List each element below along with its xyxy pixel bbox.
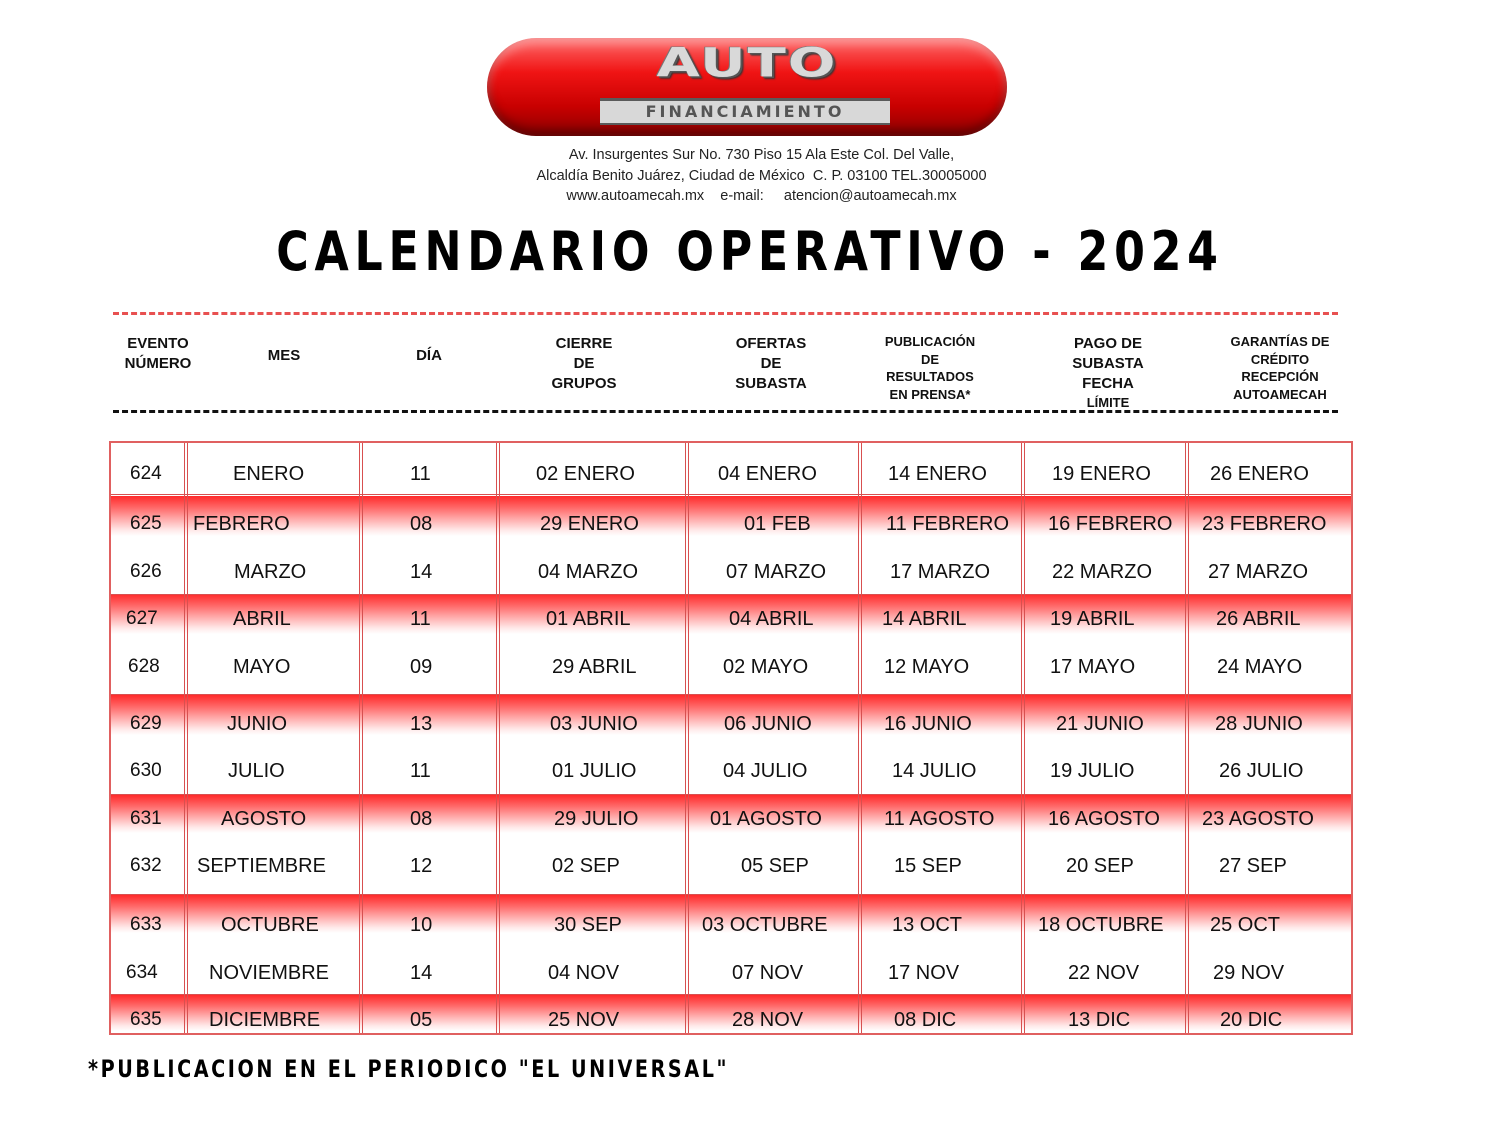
ofertas-cell: 01 FEB: [744, 513, 811, 535]
ofertas-cell: 06 JUNIO: [724, 713, 812, 735]
header-evento: EVENTO NÚMERO: [124, 335, 192, 372]
dia-cell: 13: [410, 713, 433, 735]
ofertas-cell: 28 NOV: [732, 1009, 804, 1031]
pago-cell: 22 MARZO: [1052, 561, 1153, 583]
column-divider: [496, 443, 500, 1033]
garantias-cell: 20 DIC: [1220, 1009, 1283, 1031]
pago-cell: 22 NOV: [1068, 962, 1140, 984]
publicacion-cell: 14 ABRIL: [882, 608, 967, 630]
cierre-cell: 29 ENERO: [540, 513, 639, 535]
dia-cell: 05: [410, 1009, 433, 1031]
publicacion-cell: 08 DIC: [894, 1009, 957, 1031]
logo-subtitle-band: [600, 98, 890, 125]
cierre-cell: 02 SEP: [552, 855, 620, 877]
evento-cell: 626: [130, 561, 162, 582]
ofertas-cell: 04 ABRIL: [729, 608, 814, 630]
evento-cell: 634: [126, 962, 158, 983]
ofertas-cell: 04 ENERO: [718, 463, 817, 485]
header-ofertas-de-subasta: OFERTAS DE SUBASTA: [735, 335, 807, 392]
row-divider: [111, 894, 1351, 895]
publicacion-cell: 17 NOV: [888, 962, 960, 984]
garantias-cell: 23 FEBRERO: [1202, 513, 1327, 535]
ofertas-cell: 05 SEP: [741, 855, 809, 877]
column-divider: [1021, 443, 1025, 1033]
column-divider: [685, 443, 689, 1033]
dia-cell: 14: [410, 962, 433, 984]
address-line-2: Alcaldía Benito Juárez, Ciudad de México C. P. 03100 TEL.30005000: [536, 168, 987, 184]
publicacion-cell: 14 JULIO: [892, 760, 977, 782]
cierre-cell: 30 SEP: [554, 914, 622, 936]
column-divider: [1185, 443, 1189, 1033]
garantias-cell: 28 JUNIO: [1215, 713, 1303, 735]
publicacion-cell: 15 SEP: [894, 855, 962, 877]
cierre-cell: 04 MARZO: [538, 561, 639, 583]
auto-financiamiento-logo: [487, 38, 1007, 136]
publicacion-cell: 11 FEBRERO: [886, 513, 1009, 535]
garantias-cell: 24 MAYO: [1217, 656, 1303, 678]
header-top-divider: [113, 312, 1338, 315]
mes-cell: MAYO: [233, 656, 291, 678]
ofertas-cell: 04 JULIO: [723, 760, 808, 782]
mes-cell: SEPTIEMBRE: [197, 855, 326, 877]
evento-cell: 624: [130, 463, 162, 484]
mes-cell: ENERO: [233, 463, 305, 485]
pago-cell: 13 DIC: [1068, 1009, 1131, 1031]
pago-cell: 17 MAYO: [1050, 656, 1136, 678]
garantias-cell: 25 OCT: [1210, 914, 1281, 936]
garantias-cell: 26 ABRIL: [1216, 608, 1301, 630]
ofertas-cell: 07 NOV: [732, 962, 804, 984]
header-dia: DÍA: [416, 347, 442, 364]
mes-cell: JUNIO: [227, 713, 287, 735]
column-divider: [858, 443, 862, 1033]
header-bottom-divider: [113, 410, 1338, 413]
mes-cell: OCTUBRE: [221, 914, 319, 936]
page-title: CALENDARIO OPERATIVO - 2024: [276, 220, 1224, 283]
ofertas-cell: 03 OCTUBRE: [702, 914, 828, 936]
mes-cell: ABRIL: [233, 608, 291, 630]
mes-cell: NOVIEMBRE: [209, 962, 330, 984]
dia-cell: 12: [410, 855, 433, 877]
evento-cell: 628: [128, 656, 160, 677]
ofertas-cell: 07 MARZO: [726, 561, 827, 583]
dia-cell: 08: [410, 513, 433, 535]
ofertas-cell: 02 MAYO: [723, 656, 809, 678]
pago-cell: 19 ABRIL: [1050, 608, 1135, 630]
evento-cell: 633: [130, 914, 162, 935]
logo-subtitle-text: FINANCIAMIENTO: [645, 102, 845, 121]
header-cierre-de-grupos: CIERRE DE GRUPOS: [551, 335, 617, 392]
pago-cell: 16 AGOSTO: [1048, 808, 1160, 830]
pago-cell: 19 ENERO: [1052, 463, 1151, 485]
publicacion-cell: 17 MARZO: [890, 561, 991, 583]
publicacion-cell: 16 JUNIO: [884, 713, 972, 735]
mes-cell: AGOSTO: [221, 808, 307, 830]
row-divider: [111, 594, 1351, 595]
publicacion-cell: 11 AGOSTO: [884, 808, 995, 830]
footnote: *PUBLICACION EN EL PERIODICO "EL UNIVERSAL": [88, 1055, 730, 1083]
evento-cell: 632: [130, 855, 162, 876]
publicacion-cell: 14 ENERO: [888, 463, 987, 485]
evento-cell: 631: [130, 808, 162, 829]
evento-cell: 627: [126, 608, 158, 629]
cierre-cell: 03 JUNIO: [550, 713, 638, 735]
cierre-cell: 01 ABRIL: [546, 608, 631, 630]
column-divider: [184, 443, 188, 1033]
evento-cell: 635: [130, 1009, 162, 1030]
logo-brand-text: AUTO: [656, 40, 838, 87]
garantias-cell: 26 JULIO: [1219, 760, 1304, 782]
garantias-cell: 23 AGOSTO: [1202, 808, 1314, 830]
mes-cell: JULIO: [228, 760, 285, 782]
pago-cell: 16 FEBRERO: [1048, 513, 1173, 535]
garantias-cell: 27 SEP: [1219, 855, 1287, 877]
row-divider: [111, 494, 1351, 495]
mes-cell: MARZO: [234, 561, 307, 583]
mes-cell: DICIEMBRE: [209, 1009, 321, 1031]
row-divider: [111, 794, 1351, 795]
dia-cell: 14: [410, 561, 433, 583]
address-line-3: www.autoamecah.mx e-mail: atencion@autoamecah.mx: [566, 188, 957, 204]
publicacion-cell: 12 MAYO: [884, 656, 970, 678]
pago-cell: 18 OCTUBRE: [1038, 914, 1164, 936]
cierre-cell: 25 NOV: [548, 1009, 620, 1031]
garantias-cell: 27 MARZO: [1208, 561, 1309, 583]
garantias-cell: 29 NOV: [1213, 962, 1285, 984]
evento-cell: 630: [130, 760, 162, 781]
cierre-cell: 02 ENERO: [536, 463, 635, 485]
header-pago-de-subasta: PAGO DE SUBASTA FECHA LÍMITE: [1072, 335, 1144, 410]
dia-cell: 11: [410, 608, 431, 630]
row-divider: [111, 994, 1351, 995]
column-divider: [359, 443, 363, 1033]
ofertas-cell: 01 AGOSTO: [710, 808, 822, 830]
dia-cell: 08: [410, 808, 433, 830]
header-mes: MES: [267, 347, 301, 364]
address-line-1: Av. Insurgentes Sur No. 730 Piso 15 Ala Este Col. Del Valle,: [568, 147, 955, 163]
cierre-cell: 29 ABRIL: [552, 656, 637, 678]
pago-cell: 20 SEP: [1066, 855, 1134, 877]
pago-cell: 19 JULIO: [1050, 760, 1135, 782]
pago-cell: 21 JUNIO: [1056, 713, 1144, 735]
evento-cell: 629: [130, 713, 162, 734]
row-divider: [111, 694, 1351, 695]
dia-cell: 11: [410, 760, 431, 782]
header-garantias-de-credito: GARANTÍAS DE CRÉDITO RECEPCIÓN AUTOAMECAH: [1230, 334, 1330, 402]
header-publicacion-resultados: PUBLICACIÓN DE RESULTADOS EN PRENSA*: [884, 334, 976, 402]
cierre-cell: 01 JULIO: [552, 760, 637, 782]
evento-cell: 625: [130, 513, 162, 534]
publicacion-cell: 13 OCT: [892, 914, 963, 936]
dia-cell: 11: [410, 463, 431, 485]
cierre-cell: 29 JULIO: [554, 808, 639, 830]
mes-cell: FEBRERO: [193, 513, 290, 535]
dia-cell: 09: [410, 656, 433, 678]
garantias-cell: 26 ENERO: [1210, 463, 1309, 485]
dia-cell: 10: [410, 914, 433, 936]
cierre-cell: 04 NOV: [548, 962, 620, 984]
